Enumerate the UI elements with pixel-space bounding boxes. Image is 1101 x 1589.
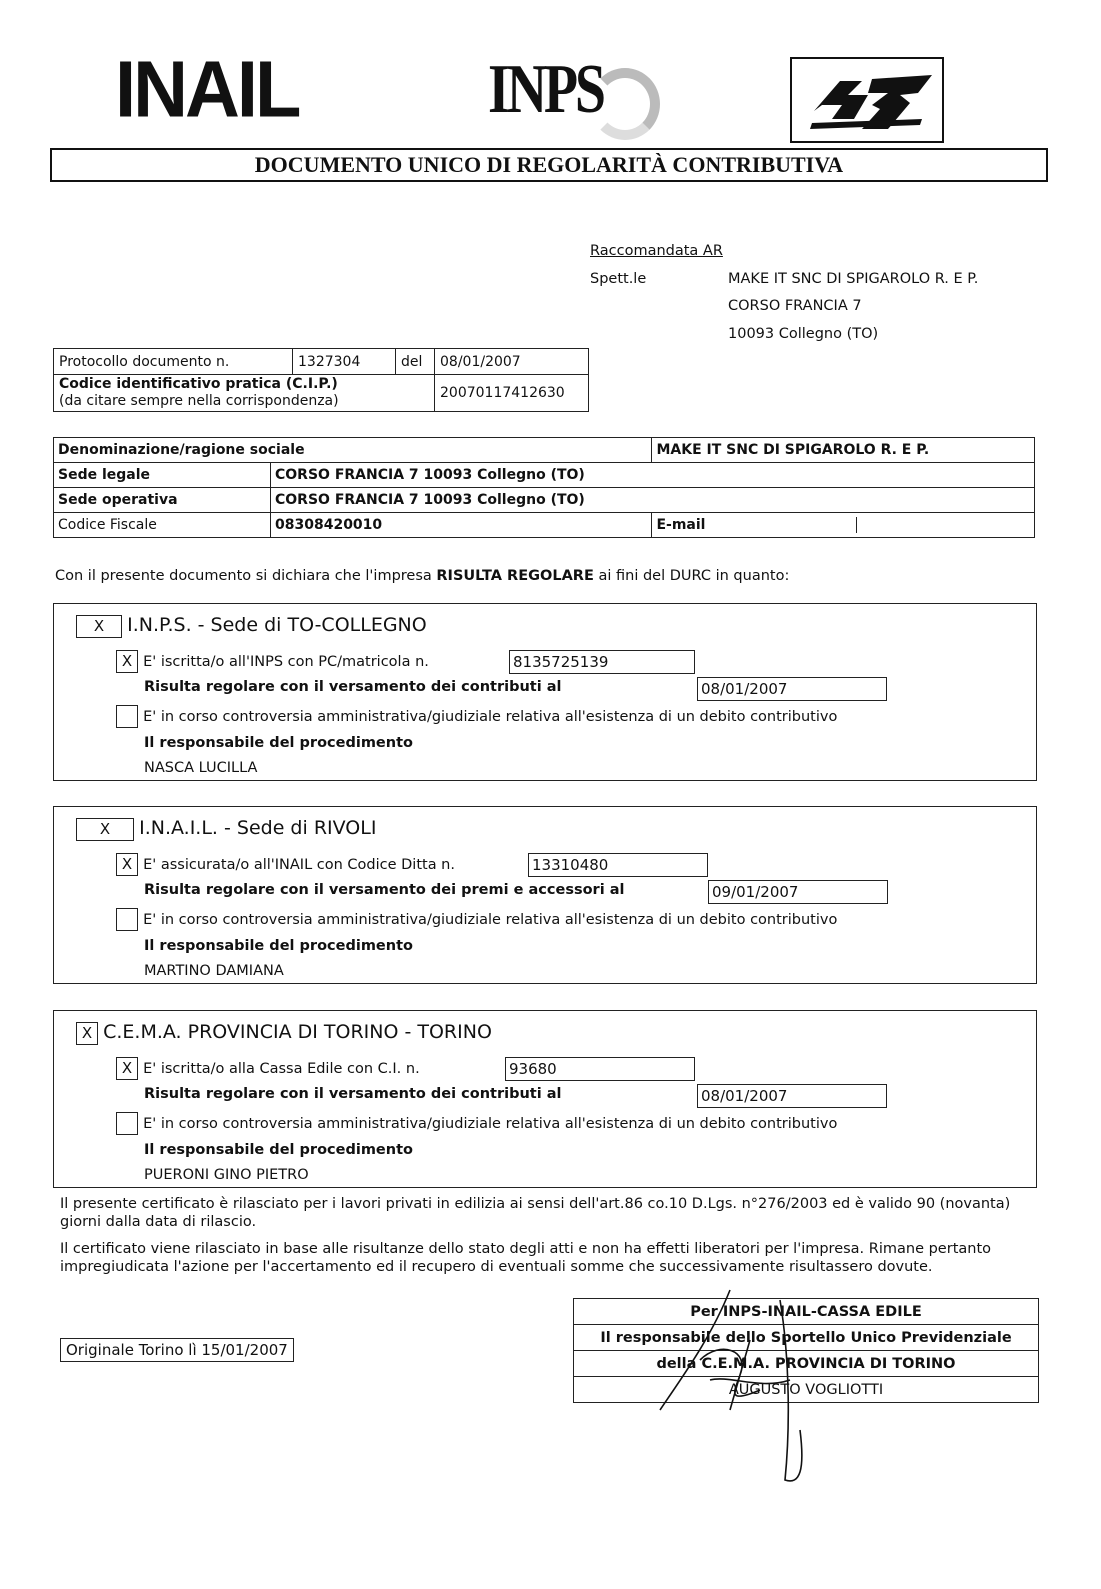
company-name-value: MAKE IT SNC DI SPIGAROLO R. E P. — [652, 438, 1035, 463]
disclaimer-paragraph: Il certificato viene rilasciato in base alle risultanze dello stato degli atti e non ha effetti liberatori per l'impresa. Rimane pertanto impregiudicata l'azione per l'accertamento ed il recupero di eventuali somme che successivamente risultassero dovute. — [60, 1241, 992, 1275]
inps-dispute-label: E' in corso controversia amministrativa/giudiziale relativa all'esistenza di un debito contributivo — [143, 709, 838, 725]
inail-dispute-label: E' in corso controversia amministrativa/giudiziale relativa all'esistenza di un debito contributivo — [143, 912, 838, 928]
cema-section-checkbox[interactable]: X — [76, 1022, 98, 1045]
protocol-label: Protocollo documento n. — [54, 349, 293, 375]
cema-regular-date: 08/01/2007 — [697, 1084, 887, 1108]
cema-registration-label: E' iscritta/o alla Cassa Edile con C.I. n. — [143, 1061, 420, 1077]
inail-regular-label: Risulta regolare con il versamento dei premi e accessori al — [144, 882, 625, 898]
recipient-city: 10093 Collegno (TO) — [728, 326, 879, 342]
inps-responsible-label: Il responsabile del procedimento — [144, 735, 413, 751]
inail-company-code: 13310480 — [528, 853, 708, 877]
inail-responsible-name: MARTINO DAMIANA — [144, 963, 284, 979]
inps-registration-checkbox[interactable]: X — [116, 650, 138, 673]
inail-section-checkbox[interactable]: X — [76, 818, 134, 841]
inps-registration-number: 8135725139 — [509, 650, 695, 674]
signature-line-2: Il responsabile dello Sportello Unico Previdenziale — [574, 1325, 1039, 1351]
signature-line-4: AUGUSTO VOGLIOTTI — [574, 1377, 1039, 1403]
tax-code-value: 08308420010 — [271, 513, 652, 538]
cema-ci-number: 93680 — [505, 1057, 695, 1081]
inps-registration-label: E' iscritta/o all'INPS con PC/matricola n. — [143, 654, 429, 670]
recipient-name: MAKE IT SNC DI SPIGAROLO R. E P. — [728, 271, 979, 287]
cema-section — [53, 1010, 1037, 1188]
inps-section-checkbox[interactable]: X — [76, 615, 122, 638]
original-date-box: Originale Torino lì 15/01/2007 — [60, 1338, 294, 1362]
inail-section-title: I.N.A.I.L. - Sede di RIVOLI — [139, 817, 377, 839]
inps-dispute-checkbox[interactable] — [116, 705, 138, 728]
legal-seat-value: CORSO FRANCIA 7 10093 Collegno (TO) — [271, 463, 1035, 488]
intro-before: Con il presente documento si dichiara che l'impresa — [55, 568, 437, 584]
operative-seat-value: CORSO FRANCIA 7 10093 Collegno (TO) — [271, 488, 1035, 513]
document-title: DOCUMENTO UNICO DI REGOLARITÀ CONTRIBUTIVA — [50, 148, 1048, 182]
tax-code-label: Codice Fiscale — [54, 513, 271, 538]
recipient-street: CORSO FRANCIA 7 — [728, 298, 862, 314]
handwritten-signature — [640, 1280, 840, 1490]
cip-label: Codice identificativo pratica (C.I.P.) — [59, 376, 338, 392]
protocol-table — [53, 348, 589, 412]
inps-section-title: I.N.P.S. - Sede di TO-COLLEGNO — [127, 614, 427, 636]
operative-seat-label: Sede operativa — [54, 488, 271, 513]
cema-dispute-label: E' in corso controversia amministrativa/giudiziale relativa all'esistenza di un debito contributivo — [143, 1116, 838, 1132]
cema-section-title: C.E.M.A. PROVINCIA DI TORINO - TORINO — [103, 1021, 492, 1043]
inail-logo: INAIL — [115, 44, 299, 135]
cema-responsible-name: PUERONI GINO PIETRO — [144, 1167, 309, 1183]
company-table — [53, 437, 1035, 538]
signature-line-1: Per INPS-INAIL-CASSA EDILE — [574, 1299, 1039, 1325]
inail-section — [53, 806, 1037, 984]
cassa-edile-logo — [790, 57, 944, 143]
salutation: Spett.le — [590, 271, 647, 287]
inps-section — [53, 603, 1037, 781]
inail-dispute-checkbox[interactable] — [116, 908, 138, 931]
cip-note: (da citare sempre nella corrispondenza) — [59, 393, 339, 409]
inps-logo: INPS — [488, 51, 603, 128]
inail-regular-date: 09/01/2007 — [708, 880, 888, 904]
signature-line-3: della C.E.M.A. PROVINCIA DI TORINO — [574, 1351, 1039, 1377]
validity-paragraph: Il presente certificato è rilasciato per i lavori privati in edilizia ai sensi dell'art.86 co.10 D.Lgs. n°276/2003 ed è valido 90 (novanta) giorni dalla data di rilascio. — [60, 1196, 1011, 1230]
cema-dispute-checkbox[interactable] — [116, 1112, 138, 1135]
inps-regular-label: Risulta regolare con il versamento dei contributi al — [144, 679, 562, 695]
cip-value: 20070117412630 — [435, 375, 589, 412]
intro-statement — [55, 568, 789, 584]
inps-regular-date: 08/01/2007 — [697, 677, 887, 701]
cema-registration-checkbox[interactable]: X — [116, 1057, 138, 1080]
inps-responsible-name: NASCA LUCILLA — [144, 760, 258, 776]
inail-responsible-label: Il responsabile del procedimento — [144, 938, 413, 954]
email-label: E-mail — [656, 517, 857, 533]
company-name-label: Denominazione/ragione sociale — [54, 438, 652, 463]
del-label: del — [396, 349, 435, 375]
legal-seat-label: Sede legale — [54, 463, 271, 488]
inail-registration-checkbox[interactable]: X — [116, 853, 138, 876]
cema-regular-label: Risulta regolare con il versamento dei contributi al — [144, 1086, 562, 1102]
intro-bold: RISULTA REGOLARE — [436, 568, 594, 584]
cema-responsible-label: Il responsabile del procedimento — [144, 1142, 413, 1158]
mail-type: Raccomandata AR — [590, 243, 723, 259]
inps-swoosh-icon — [590, 68, 660, 140]
protocol-date: 08/01/2007 — [435, 349, 589, 375]
inail-registration-label: E' assicurata/o all'INAIL con Codice Ditta n. — [143, 857, 455, 873]
protocol-number: 1327304 — [293, 349, 396, 375]
intro-after: ai fini del DURC in quanto: — [593, 568, 790, 584]
